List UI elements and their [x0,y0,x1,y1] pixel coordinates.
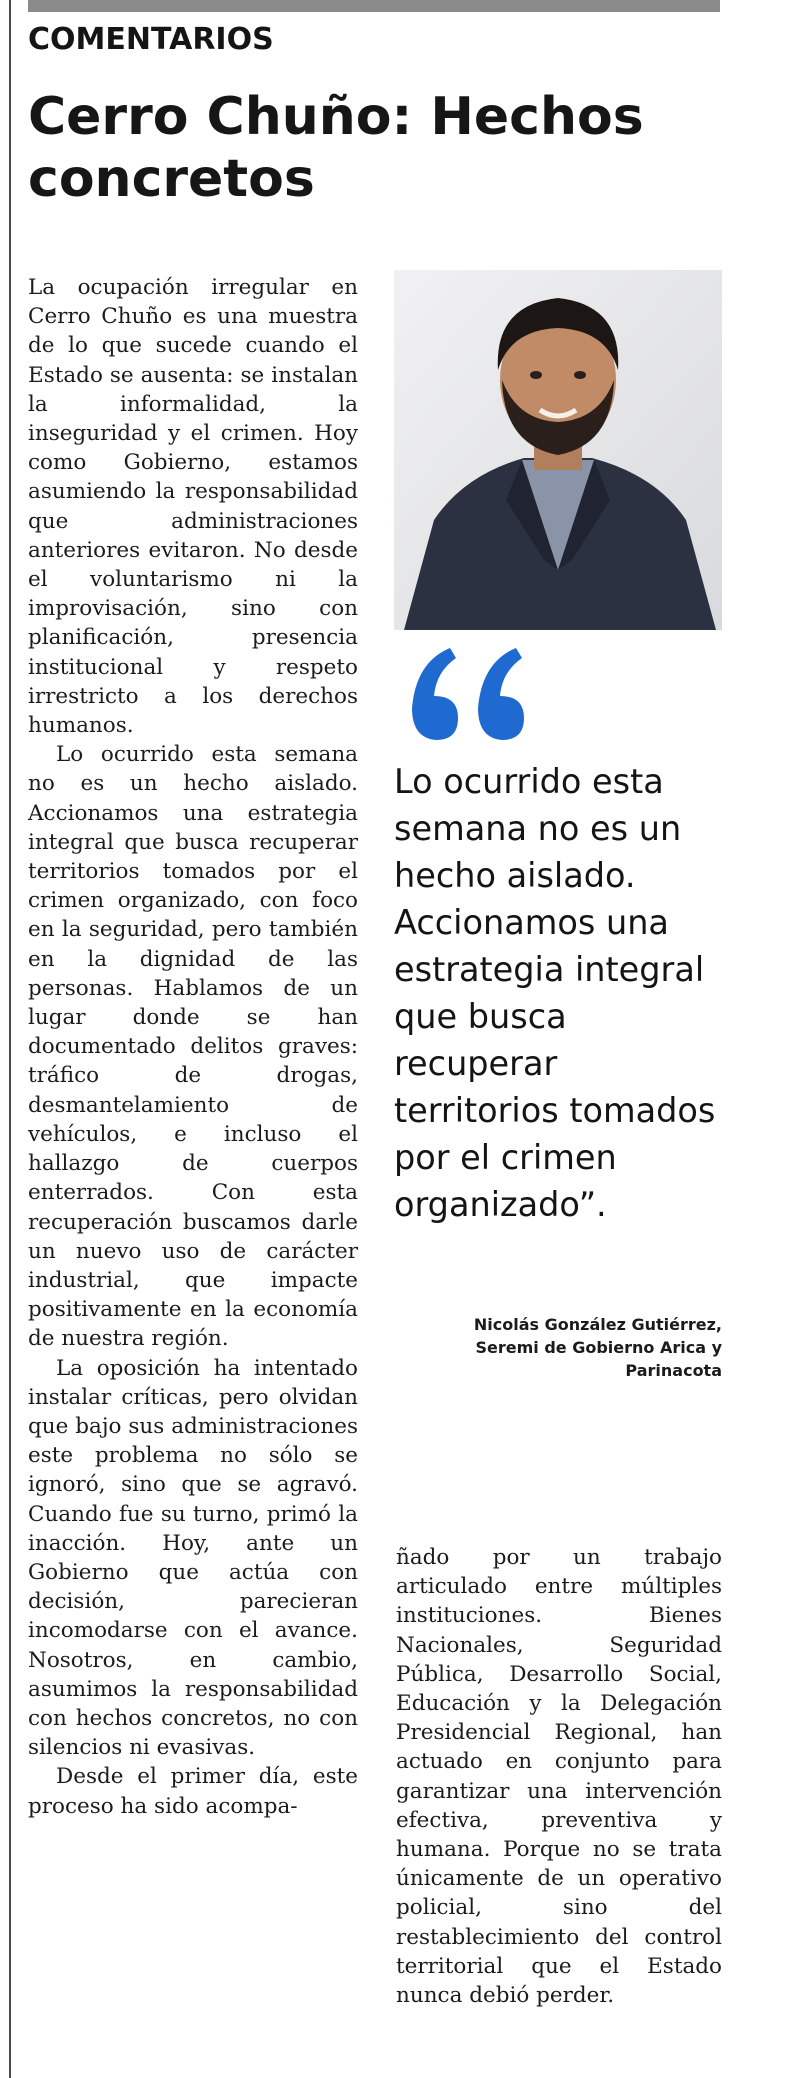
paragraph: La oposición ha intentado instalar críticas, pero olvidan que bajo sus administraciones este problema no sólo se ignoró, sino que se agravó. Cuando fue su turno, primó la inacción. Hoy, ante un Gobierno que actúa con decisión, parecieran incomodarse con el avance. Nosotros, en cambio, asumimos la responsabilidad con hechos concretos, no con silencios ni evasivas. [28,1355,358,1761]
quote-icon [398,640,528,750]
body-column-right [396,1543,722,2010]
author-photo-illustration [394,270,722,630]
paragraph: ñado por un trabajo articulado entre múltiples instituciones. Bienes Nacionales, Seguridad Pública, Desarrollo Social, Educación y la Delegación Presidencial Regional, han actuado en conjunto para garantizar una intervención efectiva, preventiva y humana. Porque no se trata únicamente de un operativo policial, sino del restablecimiento del control territorial que el Estado nunca debió perder. [396,1545,722,2009]
attribution [394,1313,722,1382]
paragraph: Desde el primer día, este proceso ha sido acompa- [28,1764,358,1819]
left-column-rule [9,0,11,2078]
attribution-name: Nicolás González Gutiérrez, [473,1315,722,1334]
body-column-left [28,273,358,1821]
headline: Cerro Chuño: Hechos concretos [28,87,644,209]
section-label: COMENTARIOS [28,22,274,57]
attribution-role: Seremi de Gobierno Arica y Parinacota [475,1338,722,1380]
author-photo [394,270,722,630]
paragraph: Lo ocurrido esta semana no es un hecho aislado. Accionamos una estrategia integral que busca recuperar territorios tomados por el crimen organizado, con foco en la seguridad, pero también en la dignidad de las personas. Hablamos de un lugar donde se han documentado delitos graves: tráfico de drogas, desmantelamiento de vehículos, e incluso el hallazgo de cuerpos enterrados. Con esta recuperación buscamos darle un nuevo uso de carácter industrial, que impacte positivamente en la economía de nuestra región. [28,742,358,1352]
pull-quote: Lo ocurrido esta semana no es un hecho aislado. Accionamos una estrategia integral que busca recuperar territorios tomados por el crimen organizado”. [394,762,716,1224]
paragraph: La ocupación irregular en Cerro Chuño es una muestra de lo que sucede cuando el Estado se ausenta: se instalan la informalidad, la inseguridad y el crimen. Hoy como Gobierno, estamos asumiendo la responsabilidad que administraciones anteriores evitaron. No desde el voluntarismo ni la improvisación, sino con planificación, presencia institucional y respeto irrestricto a los derechos humanos. [28,275,358,739]
top-bar [28,0,720,12]
quote-icon-svg [398,640,528,750]
